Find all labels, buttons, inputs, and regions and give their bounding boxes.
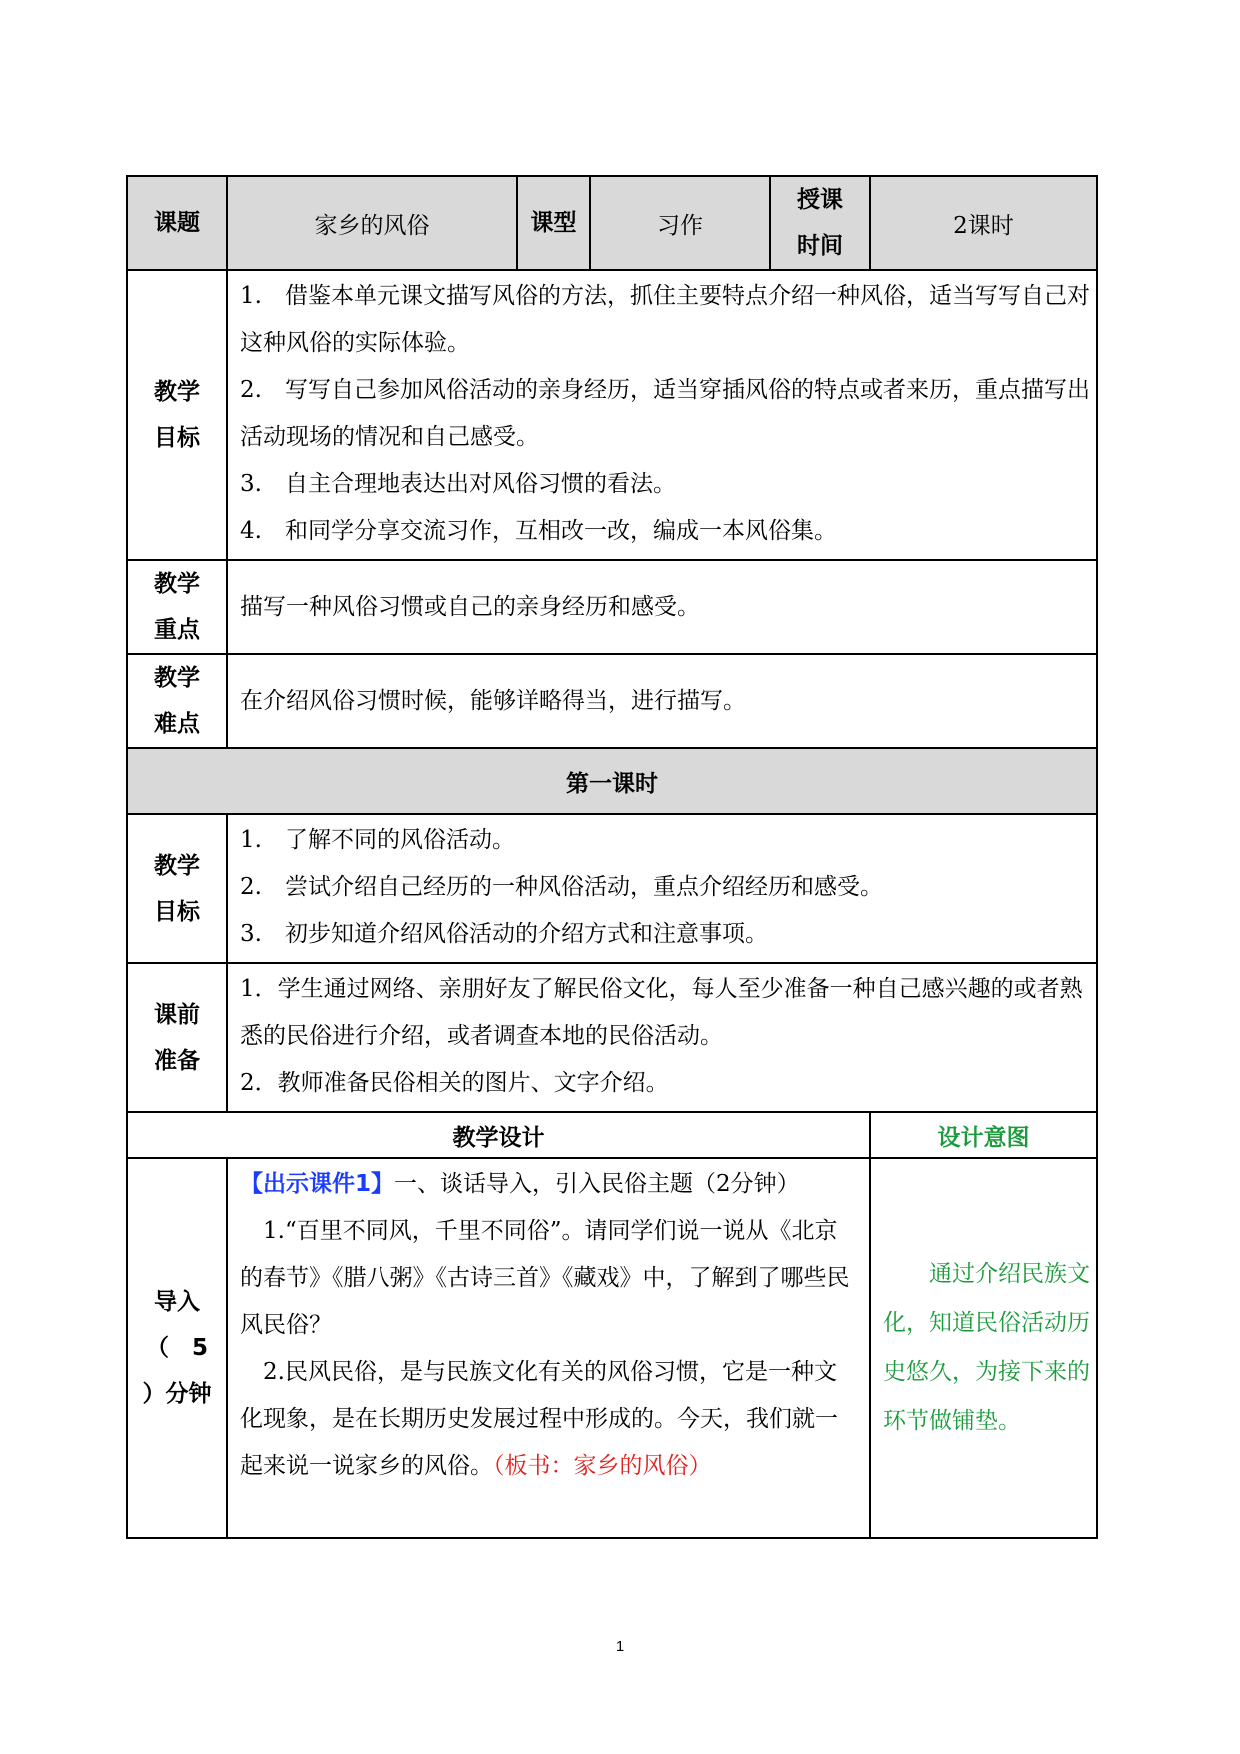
goals-row bbox=[127, 270, 1097, 560]
header-row bbox=[127, 176, 1097, 270]
section-title: 第一课时 bbox=[127, 748, 1097, 814]
intro-para-1: 1.“百里不同风，千里不同俗”。请同学们说一说从《北京的春节》《腊八粥》《古诗三首》《藏戏》中，了解到了哪些民风民俗？ bbox=[240, 1218, 850, 1338]
intro-para-2 bbox=[240, 1349, 855, 1490]
difficulty-label-line1: 教学 bbox=[154, 665, 200, 691]
prep-item: 2．教师准备民俗相关的图片、文字介绍。 bbox=[240, 1070, 669, 1096]
section-title-row bbox=[127, 748, 1097, 814]
lesson1-goals-row bbox=[127, 814, 1097, 963]
goals-label bbox=[127, 270, 227, 560]
intro-content bbox=[227, 1158, 870, 1538]
goal-item: 2. 尝试介绍自己经历的一种风俗活动，重点介绍经历和感受。 bbox=[240, 874, 883, 900]
step-title-text: 一、谈话导入，引入民俗主题（2分钟） bbox=[394, 1171, 800, 1197]
key-point-label-line1: 教学 bbox=[154, 571, 200, 597]
time-label-line2: 时间 bbox=[797, 233, 843, 259]
lesson-plan-table bbox=[126, 175, 1098, 1539]
topic-label: 课题 bbox=[127, 176, 227, 270]
preparation-label-line2: 准备 bbox=[154, 1047, 200, 1074]
topic-value: 家乡的风俗 bbox=[227, 176, 517, 270]
intro-label bbox=[127, 1158, 227, 1538]
preparation-label bbox=[127, 963, 227, 1112]
difficulty-text: 在介绍风俗习惯时候，能够详略得当，进行描写。 bbox=[227, 654, 1097, 748]
intent-label: 设计意图 bbox=[870, 1112, 1097, 1158]
intro-label-line2: （ 5 bbox=[145, 1335, 208, 1361]
key-point-row bbox=[127, 560, 1097, 654]
goal-item: 3. 自主合理地表达出对风俗习惯的看法。 bbox=[240, 471, 676, 497]
goal-item: 2. 写写自己参加风俗活动的亲身经历，适当穿插风俗的特点或者来历，重点描写出活动现场的情况和自己感受。 bbox=[240, 377, 1090, 450]
preparation-row bbox=[127, 963, 1097, 1112]
preparation-content bbox=[227, 963, 1097, 1112]
difficulty-label-line2: 难点 bbox=[154, 711, 200, 737]
time-label-line1: 授课 bbox=[797, 187, 843, 213]
page-number: 1 bbox=[615, 1638, 625, 1655]
intro-intent: 通过介绍民族文化，知道民俗活动历史悠久，为接下来的环节做铺垫。 bbox=[870, 1158, 1097, 1538]
lesson1-goals-label-line1: 教学 bbox=[154, 852, 200, 879]
time-label bbox=[770, 176, 870, 270]
design-header-row bbox=[127, 1112, 1097, 1158]
goals-content bbox=[227, 270, 1097, 560]
time-value: 2课时 bbox=[870, 176, 1097, 270]
goals-label-line1: 教学 bbox=[154, 379, 200, 405]
preparation-label-line1: 课前 bbox=[154, 1001, 200, 1028]
key-point-text: 描写一种风俗习惯或自己的亲身经历和感受。 bbox=[227, 560, 1097, 654]
key-point-label bbox=[127, 560, 227, 654]
type-label: 课型 bbox=[517, 176, 590, 270]
goal-item: 4. 和同学分享交流习作，互相改一改，编成一本风俗集。 bbox=[240, 518, 837, 544]
lesson1-goals-label-line2: 目标 bbox=[154, 898, 200, 925]
difficulty-row bbox=[127, 654, 1097, 748]
goals-label-line2: 目标 bbox=[154, 425, 200, 451]
intro-label-line1: 导入 bbox=[154, 1289, 200, 1315]
board-note: （板书：家乡的风俗） bbox=[493, 1453, 712, 1479]
type-value: 习作 bbox=[590, 176, 770, 270]
goal-item: 1. 了解不同的风俗活动。 bbox=[240, 827, 515, 853]
key-point-label-line2: 重点 bbox=[154, 617, 200, 643]
intro-para-2-text: 2.民风民俗，是与民族文化有关的风俗习惯，它是一种文化现象，是在长期历史发展过程中形成的。今天，我们就一起来说一说家乡的风俗。 bbox=[240, 1359, 838, 1479]
intro-label-line3: ）分钟 bbox=[142, 1381, 212, 1407]
goal-item: 1. 借鉴本单元课文描写风俗的方法，抓住主要特点介绍一种风俗，适当写写自己对这种风俗的实际体验。 bbox=[240, 283, 1090, 356]
lesson1-goals-label bbox=[127, 814, 227, 963]
difficulty-label bbox=[127, 654, 227, 748]
goal-item: 3. 初步知道介绍风俗活动的介绍方式和注意事项。 bbox=[240, 921, 768, 947]
design-label: 教学设计 bbox=[127, 1112, 870, 1158]
intro-row bbox=[127, 1158, 1097, 1538]
intro-step-title bbox=[240, 1161, 855, 1208]
prep-item: 1．学生通过网络、亲朋好友了解民俗文化，每人至少准备一种自己感兴趣的或者熟悉的民俗进行介绍，或者调查本地的民俗活动。 bbox=[240, 976, 1083, 1049]
courseware-tag: 【出示课件1】 bbox=[240, 1171, 395, 1197]
lesson1-goals-content bbox=[227, 814, 1097, 963]
